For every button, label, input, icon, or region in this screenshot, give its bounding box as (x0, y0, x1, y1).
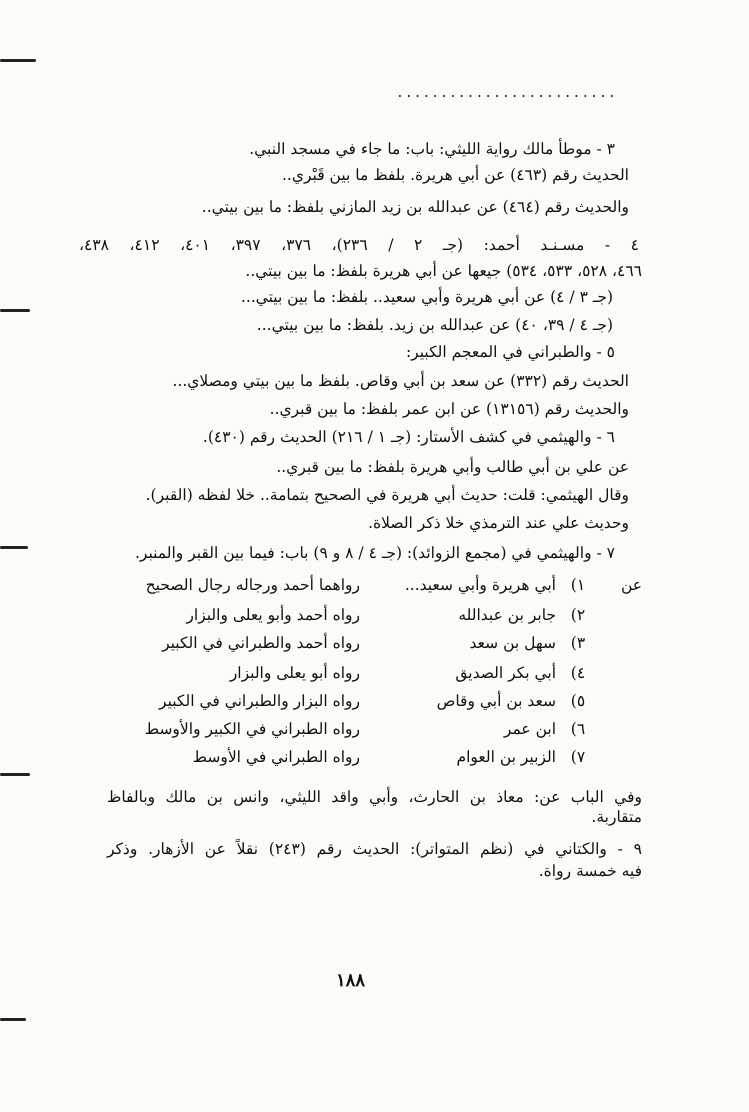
narrator-name: أبي هريرة وأبي سعيد... (404, 576, 556, 594)
row-number: ٥) (570, 692, 586, 710)
row-number: ٧) (570, 748, 586, 766)
narrators-table (130, 576, 590, 766)
narrator-source: رواه أبو يعلى والبزار (229, 664, 360, 682)
narrator-source: رواه أحمد والطبراني في الكبير (162, 634, 360, 652)
text-line: وقال الهيثمي: قلت: حديث أبي هريرة في الصحيح بتمامة.. خلا لفظه (القبر). (145, 486, 629, 504)
page-number: ١٨٨ (336, 970, 366, 991)
text-line: فيه خمسة رواة. (538, 862, 642, 880)
text-line: (جـ ٣ / ٤) عن أبي هريرة وأبي سعيد.. بلفظ: ما بين بيتي... (240, 288, 613, 306)
narrator-source: رواه البزار والطبراني في الكبير (159, 692, 360, 710)
row-number: ٢) (570, 606, 586, 624)
narrator-row (130, 692, 590, 718)
narrator-name: سعد بن أبي وقاص (436, 692, 556, 710)
item-7-line: ٧ - والهيثمي في (مجمع الزوائد): (جـ ٤ / ٨ و ٩) باب: فيما بين القبر والمنبر. (134, 544, 615, 562)
scan-edge-mark (0, 309, 30, 312)
item-5-line: ٥ - والطبراني في المعجم الكبير: (405, 343, 615, 361)
text-line: (جـ ٤ / ٣٩، ٤٠) عن عبدالله بن زيد. بلفظ: ما بين بيتي... (256, 316, 613, 334)
scan-edge-mark (0, 59, 36, 62)
text-line: الحديث رقم (٣٣٢) عن سعد بن أبي وقاص. بلفظ ما بين بيتي ومصلاي... (172, 372, 629, 390)
text-line: والحديث رقم (١٣١٥٦) عن ابن عمر بلفظ: ما بين قبري.. (269, 400, 629, 418)
narrator-source: رواه الطبراني في الكبير والأوسط (144, 720, 360, 738)
narrator-row (130, 720, 590, 746)
row-number: ٣) (570, 634, 586, 652)
narrator-name: الزبير بن العوام (456, 748, 556, 766)
scan-edge-mark (0, 773, 30, 776)
narrator-row (130, 606, 590, 632)
text-line: متقاربة. (591, 808, 642, 826)
narrator-name: ابن عمر (503, 720, 556, 738)
narrator-name: أبي بكر الصديق (455, 664, 556, 682)
text-line: وحديث علي عند الترمذي خلا ذكر الصلاة. (368, 514, 629, 532)
narrator-name: سهل بن سعد (469, 634, 556, 652)
row-number: ٦) (570, 720, 586, 738)
narrator-source: رواه الطبراني في الأوسط (192, 748, 360, 766)
scan-edge-mark (0, 546, 28, 549)
row-number: ٤) (570, 664, 586, 682)
narrator-source: رواهما أحمد ورجاله رجال الصحيح (145, 576, 360, 594)
item-4-line: ٤ - مسـنـد أحمد: (جـ ٢ / ٢٣٦)، ٣٧٦، ٣٩٧، ٤٠١، ٤١٢، ٤٣٨، (79, 236, 639, 254)
row-number: ١) (570, 576, 586, 594)
text-line: وفي الباب عن: معاذ بن الحارث، وأبي واقد الليثي، وانس بن مالك وبالفاظ (107, 788, 642, 806)
text-line: عن علي بن أبي طالب وأبي هريرة بلفظ: ما بين قبري.. (276, 458, 629, 476)
narrator-row (130, 576, 590, 602)
text-line: الحديث رقم (٤٦٣) عن أبي هريرة. بلفظ ما بين قَبْري.. (281, 166, 629, 184)
text-line: والحديث رقم (٤٦٤) عن عبدالله بن زيد المازني بلفظ: ما بين بيتي.. (201, 198, 629, 216)
item-3-line: ٣ - موطأ مالك رواية الليثي: باب: ما جاء في مسجد النبي. (249, 140, 615, 158)
item-9-line: ٩ - والكتاني في (نظم المتواتر): الحديث رقم (٢٤٣) نقلاً عن الأزهار. وذكر (107, 840, 642, 858)
narrator-row (130, 748, 590, 774)
text-line: ٤٦٦، ٥٢٨، ٥٣٣، ٥٣٤) جيعها عن أبي هريرة بلفظ: ما بين بيتي.. (245, 262, 642, 280)
narrator-row (130, 664, 590, 690)
narrator-row (130, 634, 590, 660)
narrators-prefix: عن (620, 576, 642, 594)
scan-edge-mark (0, 1018, 26, 1021)
header-dotted-rule: ......................... (396, 86, 617, 101)
item-6-line: ٦ - والهيثمي في كشف الأستار: (جـ ١ / ٢١٦) الحديث رقم (٤٣٠). (202, 428, 615, 446)
narrator-source: رواه أحمد وأبو يعلى والبزار (186, 606, 360, 624)
narrator-name: جابر بن عبدالله (458, 606, 556, 624)
